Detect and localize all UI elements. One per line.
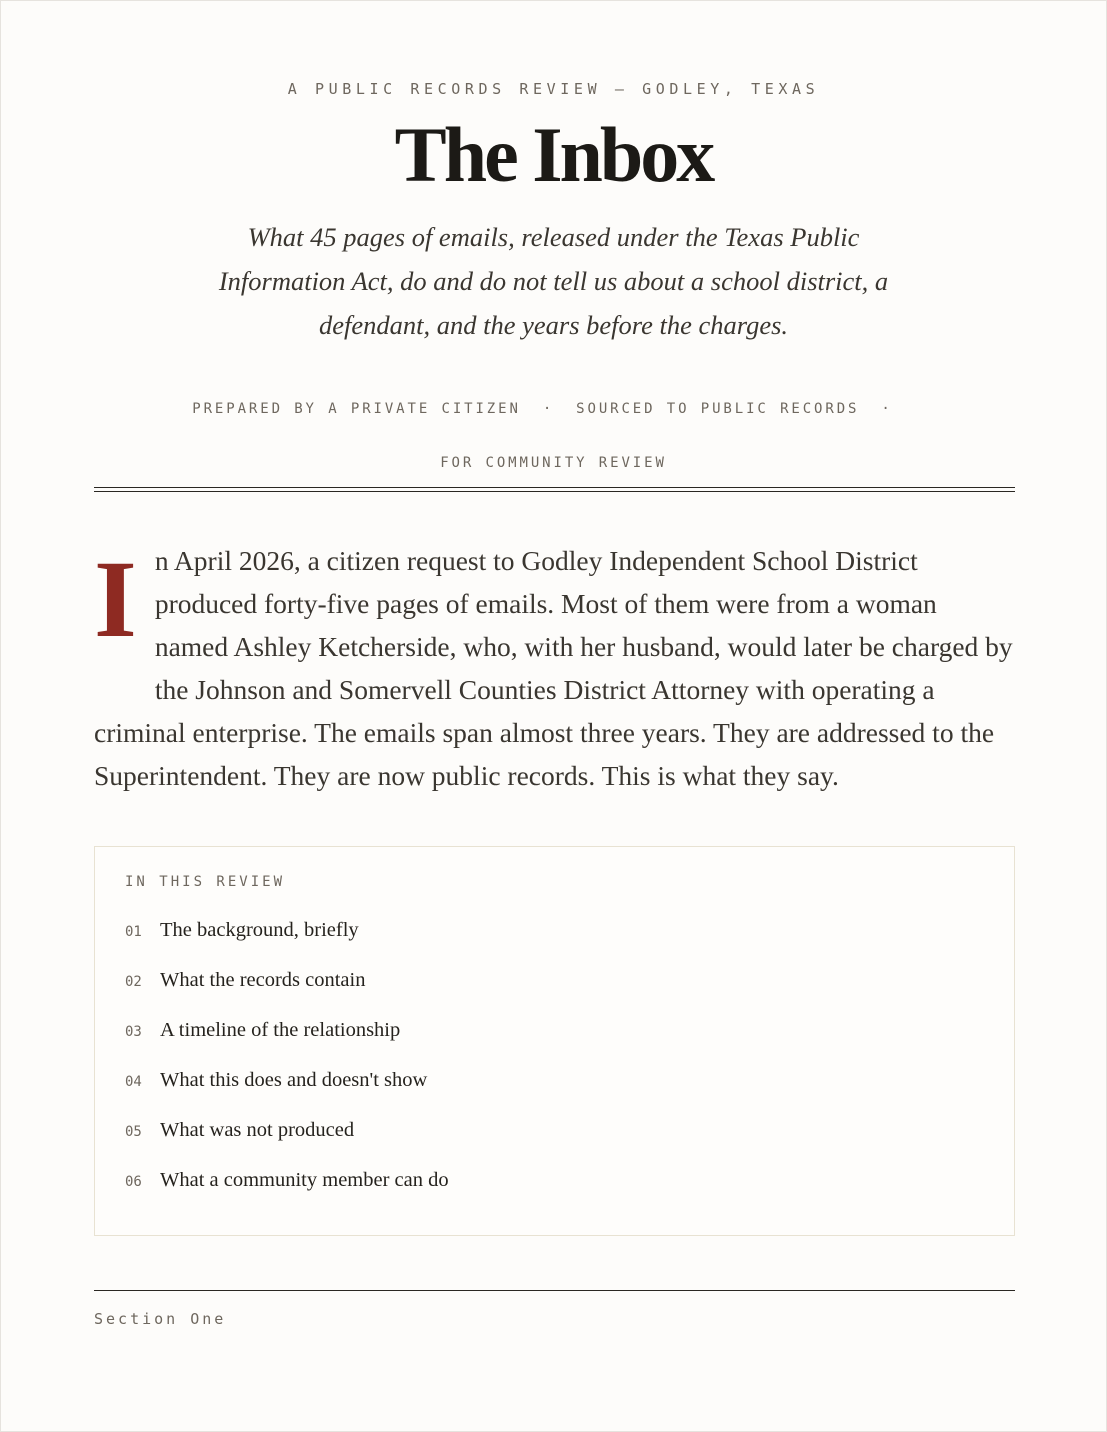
byline-separator: · [542, 401, 555, 417]
toc-item[interactable] [125, 969, 449, 1019]
header-double-rule [94, 487, 1015, 492]
toc-item-number: 03 [125, 1024, 142, 1040]
toc-item[interactable] [125, 1119, 449, 1169]
toc-item-number: 04 [125, 1074, 142, 1090]
toc-item-label[interactable]: What this does and doesn't show [160, 1069, 428, 1091]
toc-item-label[interactable]: What the records contain [160, 969, 366, 991]
toc-item-number: 06 [125, 1174, 142, 1190]
toc-item[interactable] [125, 1069, 449, 1119]
toc-item-label[interactable]: What was not produced [160, 1119, 355, 1141]
byline [151, 382, 956, 490]
section-rule [94, 1290, 1015, 1291]
dek-subtitle: What 45 pages of emails, released under the Texas Public Information Act, do and do not tell us about a school district, a defendant, and the years before the charges. [218, 222, 889, 340]
page-title: The Inbox [394, 111, 713, 198]
toc-item-label[interactable]: The background, briefly [160, 919, 359, 941]
toc-item[interactable] [125, 1169, 449, 1219]
toc-list [125, 919, 449, 1219]
byline-sourced: SOURCED TO PUBLIC RECORDS [576, 401, 860, 417]
byline-separator: · [881, 401, 893, 417]
toc-item-number: 02 [125, 974, 142, 990]
section-label: Section One [94, 1310, 227, 1328]
toc-item-number: 01 [125, 924, 142, 940]
kicker: A PUBLIC RECORDS REVIEW — GODLEY, TEXAS [287, 80, 820, 98]
byline-prepared-by: PREPARED BY A PRIVATE CITIZEN [192, 401, 521, 417]
toc-item-label[interactable]: A timeline of the relationship [160, 1019, 401, 1041]
lede-text: n April 2026, a citizen request to Godley Independent School District produced forty-five pages of emails. Most of them were from a woman named Ashley Ketcherside, who, with her husband, would later be charged by the Johnson and Somervell Counties District Attorney with operating a criminal enterprise. The emails span almost three years. They are addressed to the Superintendent. They are now public records. This is what they say. [94, 545, 1013, 791]
byline-community: FOR COMMUNITY REVIEW [440, 455, 667, 471]
drop-cap: I [94, 538, 137, 660]
lede-paragraph [94, 539, 1015, 797]
toc-item-number: 05 [125, 1124, 142, 1140]
toc-item-label[interactable]: What a community member can do [160, 1169, 449, 1191]
toc-item[interactable] [125, 919, 449, 969]
table-of-contents [94, 846, 1015, 1236]
toc-item[interactable] [125, 1019, 449, 1069]
toc-heading: IN THIS REVIEW [125, 874, 286, 890]
